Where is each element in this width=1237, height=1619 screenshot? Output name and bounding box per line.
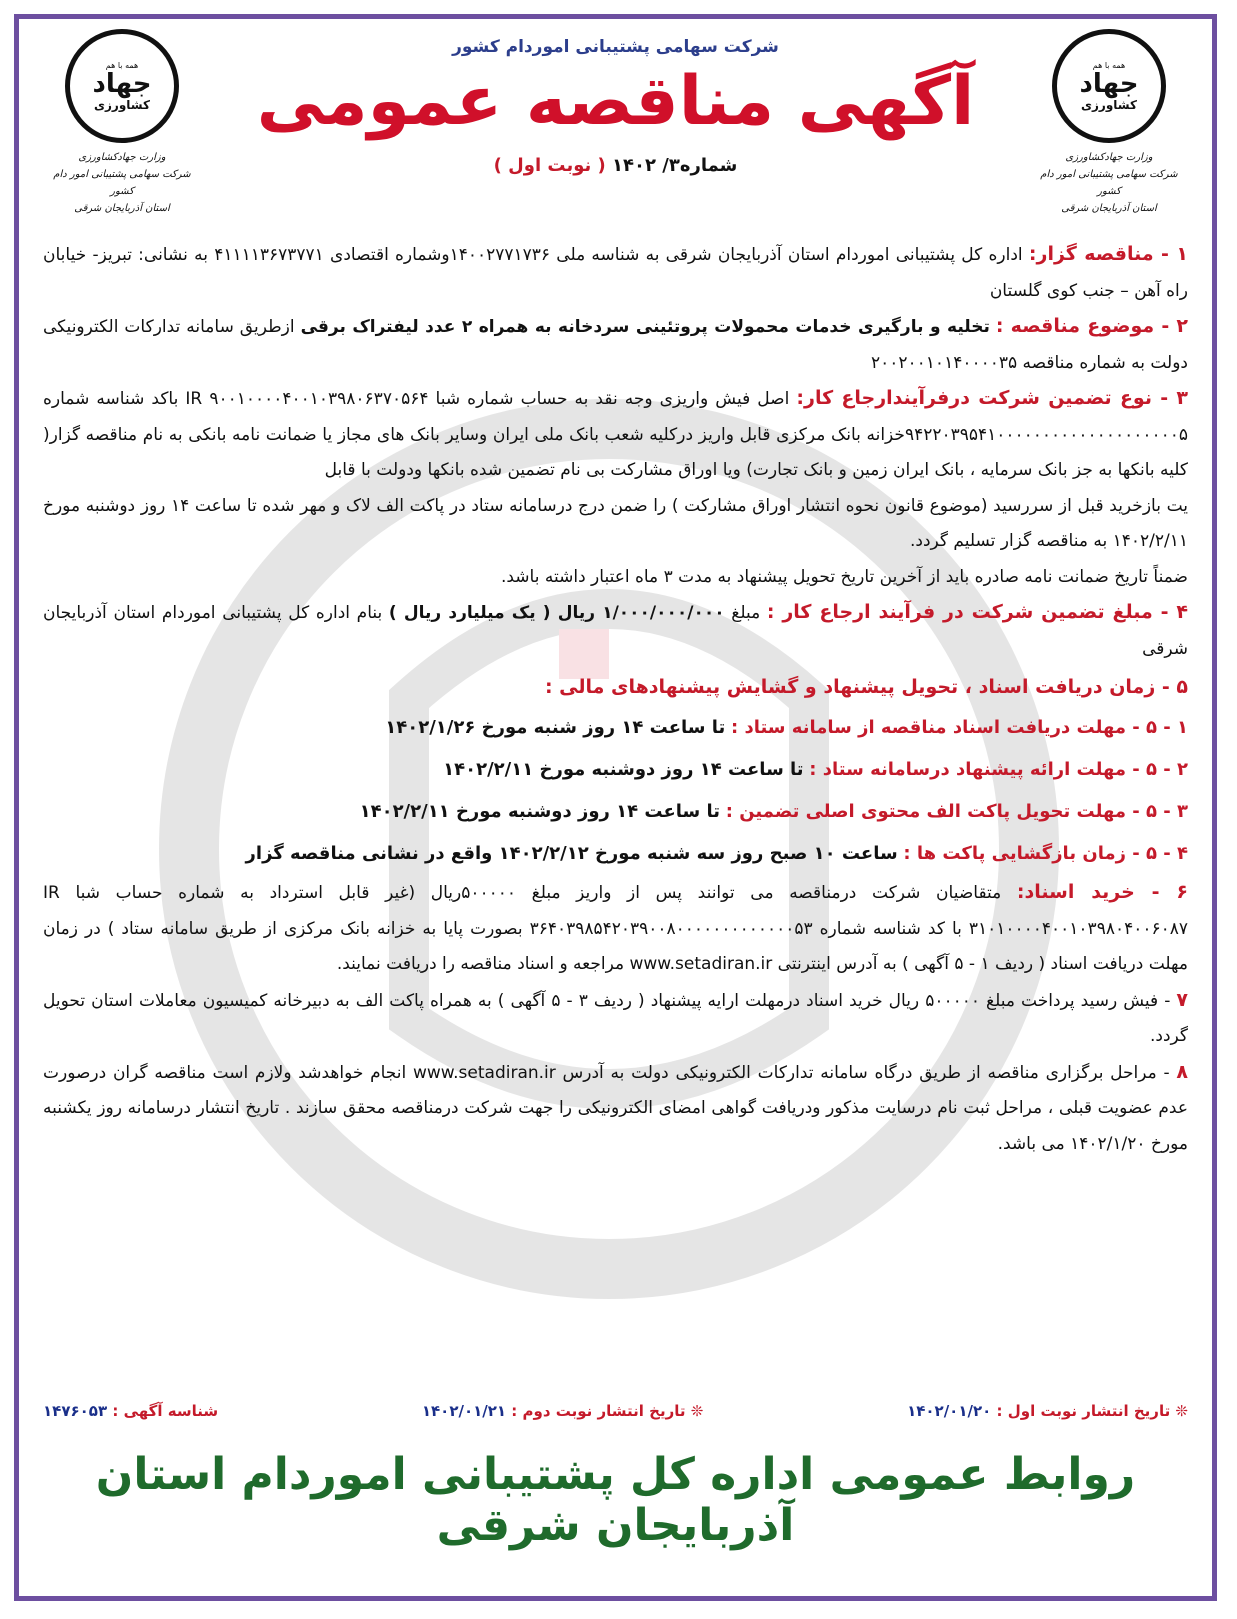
logo-caption-ministry: وزارت جهادکشاورزی — [1065, 152, 1153, 163]
section-5-item-label: ۲ - ۵ - مهلت ارائه پیشنهاد درسامانه ستاد : — [809, 759, 1188, 780]
first-publication-label: ❊ تاریخ انتشار نوبت اول : — [996, 1402, 1188, 1420]
section-8 — [43, 1055, 1188, 1163]
section-2-subject: تخلیه و بارگیری خدمات محمولات پروتئینی سردخانه به همراه ۲ عدد لیفتراک برقی — [300, 317, 990, 337]
section-5-item-label: ۴ - ۵ - زمان بازگشایی پاکت ها : — [903, 843, 1188, 864]
section-6 — [43, 875, 1188, 983]
section-5-item-text: تا ساعت ۱۴ روز شنبه مورخ ۱۴۰۲/۱/۲۶ — [385, 717, 726, 738]
first-publication — [907, 1402, 1188, 1420]
second-publication — [422, 1402, 703, 1420]
logo-caption-company: شرکت سهامی پشتیبانی امور دام کشور — [1040, 169, 1178, 197]
section-7-text: - فیش رسید پرداخت مبلغ ۵۰۰۰۰۰ ریال خرید اسناد درمهلت ارایه پیشنهاد ( ردیف ۳ - ۵ آگهی ) به همراه پاکت الف به دبیرخانه کمیسیون معاملات استان تحویل گردد. — [43, 990, 1188, 1046]
company-name: شرکت سهامی پشتیبانی اموردام کشور — [452, 37, 779, 57]
section-1-text: اداره کل پشتیبانی اموردام استان آذربایجان شرقی به شناسه ملی ۱۴۰۰۲۷۷۱۷۳۶وشماره اقتصادی ۴۱۱۱۱۳۶۷۳۷۷۱ به نشانی: تبریز- خیابان راه آهن – جنب کوی گلستان — [43, 245, 1188, 301]
section-4-amount: ۱/۰۰۰/۰۰۰/۰۰۰ ریال ( یک میلیارد ریال ) — [388, 603, 725, 623]
logo-caption-ministry: وزارت جهادکشاورزی — [78, 152, 166, 163]
notice-id-value: ۱۴۷۶۰۵۳ — [43, 1402, 108, 1420]
logo-caption-province: استان آذربایجان شرقی — [1061, 203, 1157, 214]
section-2 — [43, 309, 1188, 381]
seal-small-text: همه با هم — [1092, 60, 1126, 70]
publication-dates — [43, 1402, 1188, 1420]
section-3-note: ضمناً تاریخ ضمانت نامه صادره باید از آخرین تاریخ تحویل پیشنهاد به مدت ۳ ماه اعتبار داشته باشد. — [500, 566, 1188, 587]
section-5-item — [43, 833, 1188, 875]
section-6-text: متقاضیان شرکت درمناقصه می توانند پس از واریز مبلغ ۵۰۰۰۰۰ریال (غیر قابل استرداد به شماره حساب شبا IR ۳۱۰۱۰۰۰۰۴۰۰۱۰۳۹۸۰۴۰۰۶۰۸۷ با کد شناسه شماره ۳۶۴۰۳۹۸۵۴۲۰۳۹۰۰۸۰۰۰۰۰۰۰۰۰۰۰۰۰۵۳ بصورت پایا به خزانه بانک مرکزی از طریق سامانه ستاد ) در زمان مهلت دریافت اسناد ( ردیف ۱ - ۵ آگهی ) به آدرس اینترنتی www.setadiran.ir مراجعه و اسناد مناقصه را دریافت نمایند. — [43, 883, 1188, 974]
second-publication-label: ❊ تاریخ انتشار نوبت دوم : — [511, 1402, 704, 1420]
section-4-pre: مبلغ — [731, 603, 761, 623]
section-6-label: ۶ - خرید اسناد: — [1016, 881, 1188, 903]
section-5-label: ۵ - زمان دریافت اسناد ، تحویل پیشنهاد و گشایش پیشنهادهای مالی : — [544, 676, 1188, 698]
notice-header — [219, 29, 1012, 176]
seal-small-text-2: کشاورزی — [1081, 97, 1137, 112]
section-5-item — [43, 791, 1188, 833]
section-5-item-label: ۳ - ۵ - مهلت تحویل پاکت الف محتوی اصلی تضمین : — [725, 801, 1188, 822]
notice-id — [43, 1402, 218, 1420]
seal-small-text: همه با هم — [105, 60, 139, 70]
section-5 — [43, 667, 1188, 707]
ministry-logo-left — [47, 29, 197, 217]
notice-number — [219, 155, 1012, 176]
logo-caption-province: استان آذربایجان شرقی — [74, 203, 170, 214]
ministry-logo-right — [1034, 29, 1184, 217]
notice-id-label: شناسه آگهی : — [112, 1402, 219, 1420]
section-4-text: بنام اداره کل پشتیبانی اموردام استان آذربایجان شرقی — [43, 603, 1188, 659]
section-5-item-text: تا ساعت ۱۴ روز دوشنبه مورخ ۱۴۰۲/۲/۱۱ — [359, 801, 721, 822]
seal-big-text: جهاد — [92, 68, 152, 99]
section-3-continuation: یت بازخرید قبل از سررسید (موضوع قانون نحوه انتشار اوراق مشارکت ) را ضمن درج درسامانه ستاد در پاکت الف لاک و مهر شده تا ساعت ۱۴ روز دوشنبه مورخ ۱۴۰۲/۲/۱۱ به مناقصه گزار تسلیم گردد. — [43, 495, 1188, 551]
notice-number-value: شماره۳/ ۱۴۰۲ — [612, 155, 738, 176]
section-1 — [43, 237, 1188, 309]
section-1-label: ۱ - مناقصه گزار: — [1028, 243, 1188, 265]
section-5-item-text: ساعت ۱۰ صبح روز سه شنبه مورخ ۱۴۰۲/۲/۱۲ واقع در نشانی مناقصه گزار — [245, 843, 898, 864]
section-4 — [43, 595, 1188, 667]
notice-body — [43, 237, 1188, 1162]
section-5-item-text: تا ساعت ۱۴ روز دوشنبه مورخ ۱۴۰۲/۲/۱۱ — [443, 759, 804, 780]
section-5-item — [43, 749, 1188, 791]
seal-small-text-2: کشاورزی — [94, 97, 150, 112]
notice-frame — [14, 14, 1217, 1601]
section-7-label: ۷ — [1176, 988, 1189, 1011]
public-relations-footer: روابط عمومی اداره کل پشتیبانی اموردام استان آذربایجان شرقی — [95, 1449, 1136, 1551]
section-8-text: - مراحل برگزاری مناقصه از طریق درگاه سامانه تدارکات الکترونیکی دولت به آدرس www.setadiran.ir انجام خواهدشد ولازم است مناقصه گران درصورت عدم عضویت قبلی ، مراحل ثبت نام درسایت مذکور ودریافت گواهی امضای الکترونیکی را جهت شرکت درمناقصه محقق سازند . تاریخ انتشار درسامانه روز یکشنبه مورخ ۱۴۰۲/۱/۲۰ می باشد. — [43, 1062, 1188, 1154]
section-5-item — [43, 707, 1188, 749]
seal-big-text: جهاد — [1079, 68, 1139, 99]
section-2-label: ۲ - موضوع مناقصه : — [995, 315, 1189, 337]
section-8-label: ۸ — [1176, 1060, 1189, 1083]
jahad-seal-icon — [1052, 29, 1166, 143]
section-3 — [43, 381, 1188, 489]
section-3-label: ۳ - نوع تضمین شرکت درفرآیندارجاع کار: — [796, 387, 1189, 409]
section-5-item-label: ۱ - ۵ - مهلت دریافت اسناد مناقصه از سامانه ستاد : — [731, 717, 1188, 738]
first-publication-date: ۱۴۰۲/۰۱/۲۰ — [907, 1402, 992, 1420]
jahad-seal-icon — [65, 29, 179, 143]
logo-caption-company: شرکت سهامی پشتیبانی امور دام کشور — [53, 169, 191, 197]
section-2-text: ازطریق سامانه تدارکات الکترونیکی دولت به شماره مناقصه ۲۰۰۲۰۰۱۰۱۴۰۰۰۰۳۵ — [43, 317, 1188, 373]
second-publication-date: ۱۴۰۲/۰۱/۲۱ — [421, 1402, 507, 1420]
notice-title: آگهی مناقصه عمومی — [256, 62, 975, 141]
section-4-label: ۴ - مبلغ تضمین شرکت در فرآیند ارجاع کار : — [766, 601, 1188, 623]
section-7 — [43, 983, 1188, 1055]
notice-turn: ( نوبت اول ) — [493, 155, 606, 176]
section-3-text: اصل فیش واریزی وجه نقد به حساب شماره شبا ۹۰۰۱۰۰۰۰۴۰۰۱۰۳۹۸۰۶۳۷۰۵۶۴ IR باکد شناسه شماره ۹۴۲۲۰۳۹۵۴۱۰۰۰۰۰۰۰۰۰۰۰۰۰۰۰۰۰۰۰۰۵خزانه بانک مرکزی قابل واریز درکلیه شعب بانک ملی ایران وسایر بانک های مجاز یا ضمانت نامه بانکی به نام مناقصه گزار( کلیه بانکها به جز بانک سرمایه ، بانک ایران زمین و بانک تجارت) ویا اوراق مشارکت بی نام تضمین شده بانکها ودولت با قابل — [43, 389, 1188, 480]
